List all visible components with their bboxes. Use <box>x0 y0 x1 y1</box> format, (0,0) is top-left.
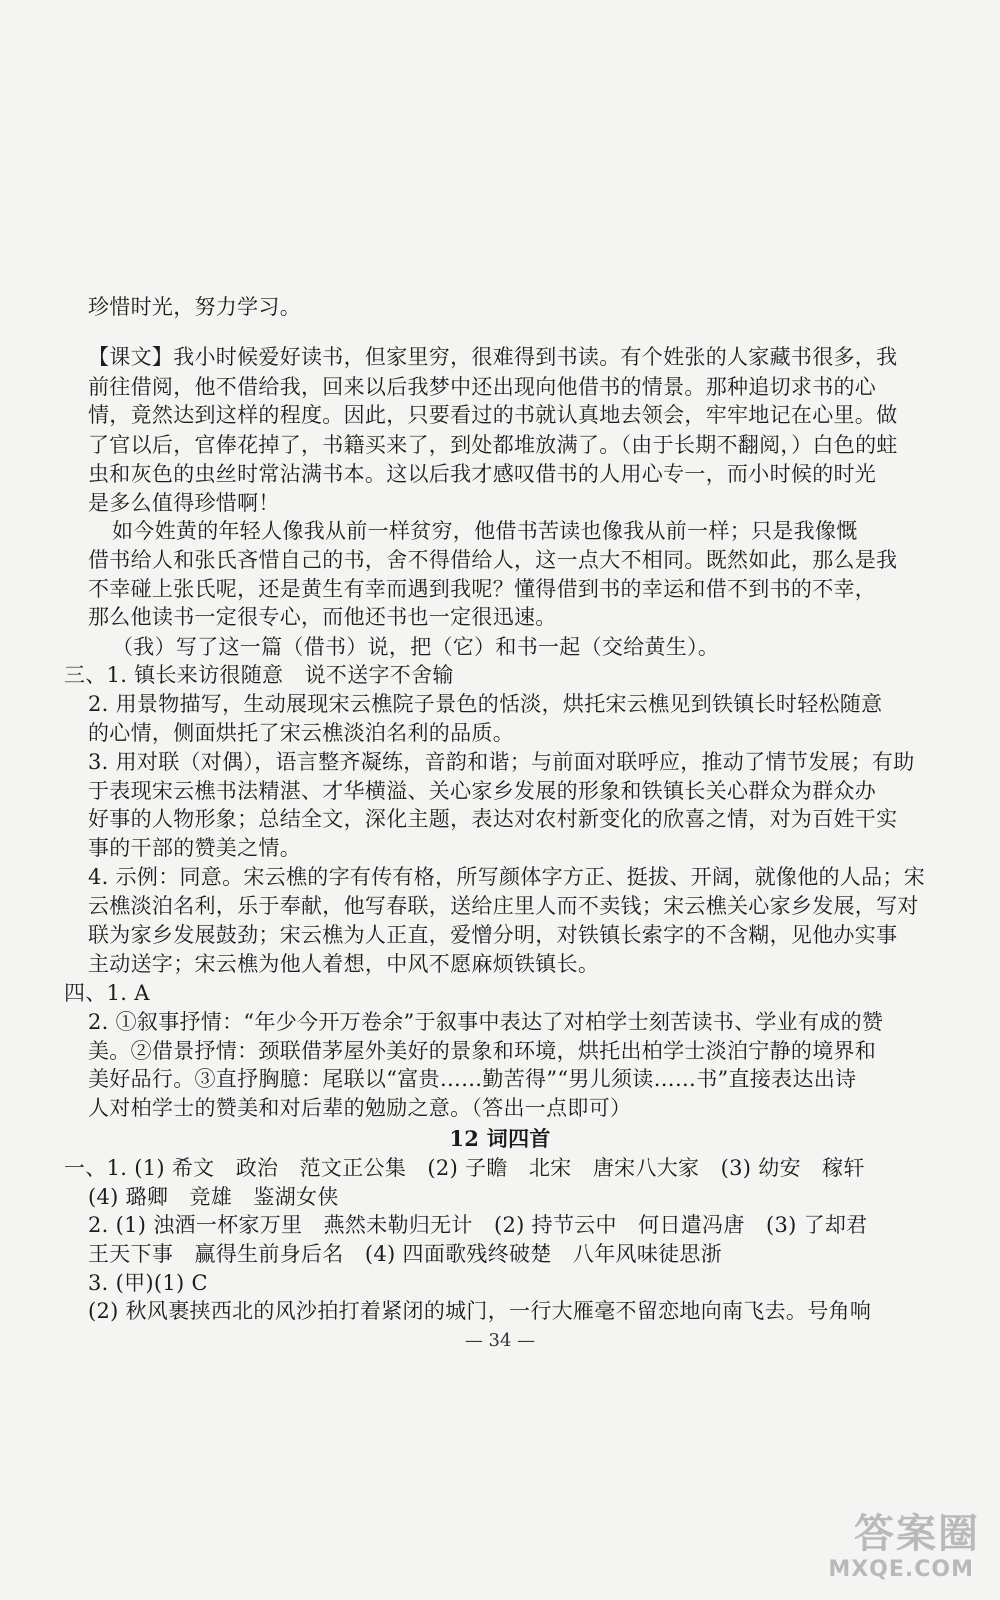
text-line: 珍惜时光，努力学习。 <box>88 295 301 319</box>
text-line: (4) 璐卿 竞雄 鉴湖女侠 <box>88 1185 339 1209</box>
watermark-logo <box>820 1502 980 1582</box>
text-line: 的心情，侧面烘托了宋云樵淡泊名利的品质。 <box>88 721 514 745</box>
text-line: 联为家乡发展鼓劲；宋云樵为人正直，爱憎分明，对铁镇长索字的不含糊，见他办实事 <box>88 923 898 947</box>
text-line: 2. (1) 浊酒一杯家万里 燕然未勒归无计 (2) 持节云中 何日遣冯唐 (3) 了却君 <box>88 1213 868 1237</box>
watermark-url: MXQE.COM <box>828 1557 974 1582</box>
text-line: 【课文】我小时候爱好读书，但家里穷，很难得到书读。有个姓张的人家藏书很多，我 <box>88 345 898 369</box>
text-line: 那么他读书一定很专心，而他还书也一定很迅速。 <box>88 605 557 629</box>
text-line: 不幸碰上张氏呢，还是黄生有幸而遇到我呢？懂得借到书的幸运和借不到书的不幸， <box>88 577 877 601</box>
text-line: 2. 用景物描写，生动展现宋云樵院子景色的恬淡，烘托宋云樵见到铁镇长时轻松随意 <box>88 692 883 716</box>
text-line: 借书给人和张氏吝惜自己的书，舍不得借给人，这一点大不相同。既然如此，那么是我 <box>88 548 898 572</box>
text-line: 云樵淡泊名利，乐于奉献，他写春联，送给庄里人而不卖钱；宋云樵关心家乡发展，写对 <box>88 894 919 918</box>
text-line: 虫和灰色的虫丝时常沾满书本。这以后我才感叹借书的人用心专一，而小时候的时光 <box>88 462 877 486</box>
section-heading: 一、1. (1) 希文 政治 范文正公集 (2) 子瞻 北宋 唐宋八大家 (3) 幼安 稼轩 <box>64 1156 865 1180</box>
text-line: 了官以后，官俸花掉了，书籍买来了，到处都堆放满了。（由于长期不翻阅，）白色的蛀 <box>88 433 898 457</box>
text-line: 好事的人物形象；总结全文，深化主题，表达对农村新变化的欣喜之情，对为百姓干实 <box>88 807 898 831</box>
watermark-text: 答案圈 <box>854 1511 980 1557</box>
text-line: （我）写了这一篇（借书）说，把（它）和书一起（交给黄生）。 <box>112 635 720 659</box>
text-line: 如今姓黄的年轻人像我从前一样贫穷，他借书苦读也像我从前一样；只是我像慨 <box>112 519 858 543</box>
text-line: 4. 示例：同意。宋云樵的字有传有格，所写颜体字方正、挺拔、开阔，就像他的人品；宋 <box>88 865 926 889</box>
text-line: 3. 用对联（对偶），语言整齐凝练，音韵和谐；与前面对联呼应，推动了情节发展；有助 <box>88 750 915 774</box>
page-number: — 34 — <box>464 1330 536 1351</box>
text-line: 美。②借景抒情：颈联借茅屋外美好的景象和环境，烘托出柏学士淡泊宁静的境界和 <box>88 1039 877 1063</box>
text-line: 情，竟然达到这样的程度。因此，只要看过的书就认真地去领会，牢牢地记在心里。做 <box>88 403 898 427</box>
text-line: 前往借阅，他不借给我，回来以后我梦中还出现向他借书的情景。那种追切求书的心 <box>88 375 877 399</box>
text-line: 王天下事 赢得生前身后名 (4) 四面歌残终破楚 八年风味徒思浙 <box>88 1242 723 1266</box>
text-line-last: (2) 秋风裹挟西北的风沙拍打着紧闭的城门，一行大雁毫不留恋地向南飞去。号角响 <box>88 1299 872 1323</box>
text-line: 是多么值得珍惜啊！ <box>88 491 280 515</box>
text-line: 于表现宋云樵书法精湛、才华横溢、关心家乡发展的形象和铁镇长关心群众为群众办 <box>88 779 877 803</box>
chapter-title: 12 词四首 <box>449 1126 551 1151</box>
section-heading: 三、1. 镇长来访很随意 说不送字不舍输 <box>64 663 454 687</box>
text-line: 主动送字；宋云樵为他人着想，中风不愿麻烦铁镇长。 <box>88 952 600 976</box>
text-line: 人对柏学士的赞美和对后辈的勉励之意。（答出一点即可） <box>88 1096 632 1120</box>
text-line: 美好品行。③直抒胸臆：尾联以“富贵……勤苦得”“男儿须读……书”直接表达出诗 <box>88 1067 857 1091</box>
text-line: 3. (甲)(1) C <box>88 1271 208 1295</box>
section-heading: 四、1. A <box>64 981 150 1005</box>
text-line: 2. ①叙事抒情：“年少今开万卷余”于叙事中表达了对柏学士刻苦读书、学业有成的赞 <box>88 1010 884 1034</box>
text-line: 事的干部的赞美之情。 <box>88 836 301 860</box>
